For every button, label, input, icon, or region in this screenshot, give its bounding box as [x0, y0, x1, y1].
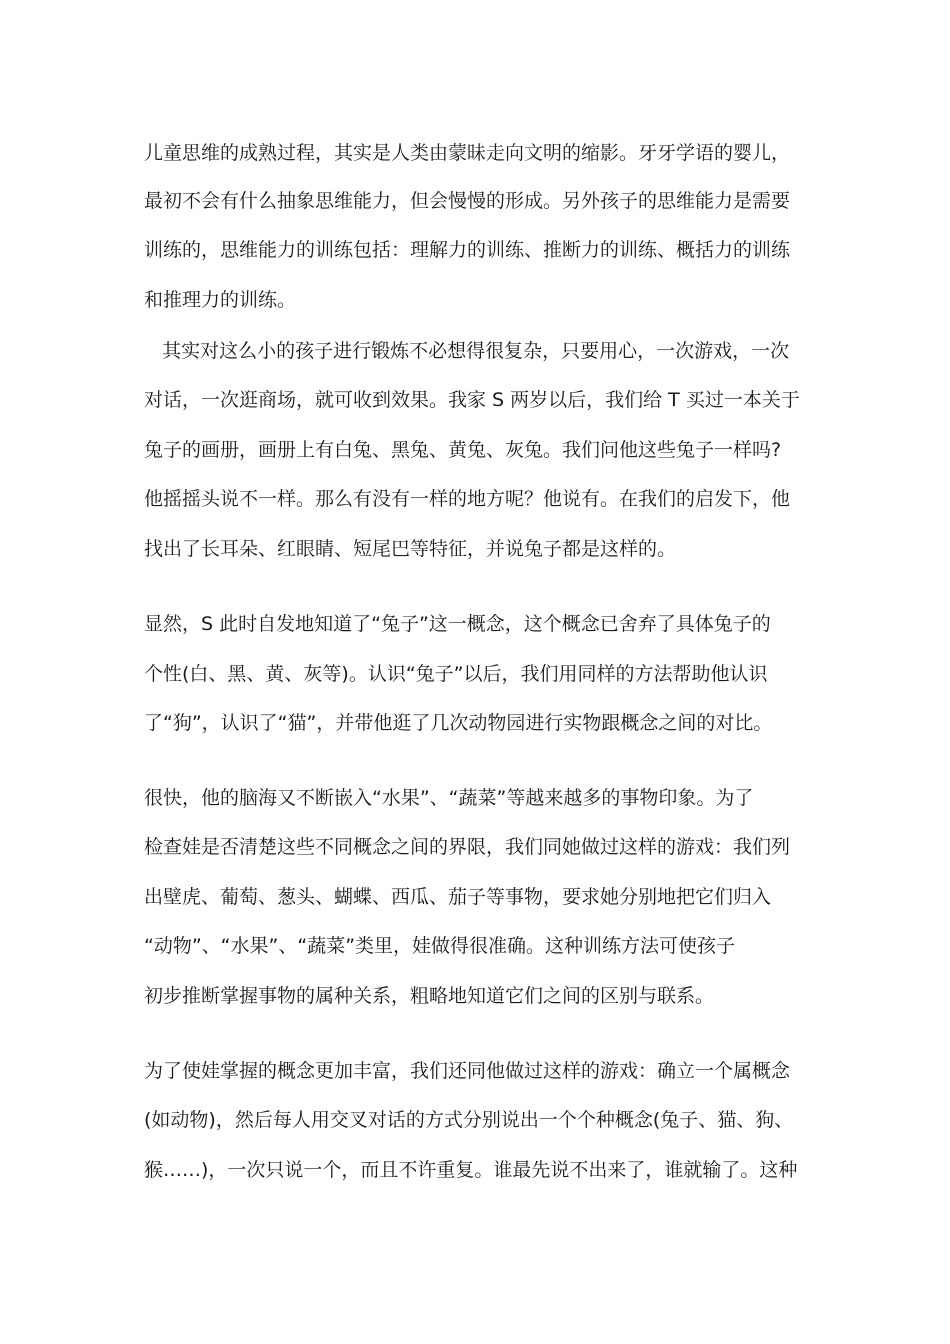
paragraph-3-line-3: 了“狗”，认识了“猫”，并带他逛了几次动物园进行实物跟概念之间的对比。 [144, 712, 773, 734]
paragraph-2-line-1: 其实对这么小的孩子进行锻炼不必想得很复杂，只要用心，一次游戏，一次 [144, 340, 790, 362]
paragraph-2-line-2: 对话，一次逛商场，就可收到效果。我家 S 两岁以后，我们给 T 买过一本关于 [144, 389, 800, 411]
paragraph-4-line-5: 初步推断掌握事物的属种关系，粗略地知道它们之间的区别与联系。 [144, 985, 715, 1007]
paragraph-3-line-1: 显然，S 此时自发地知道了“兔子”这一概念，这个概念已舍弃了具体兔子的 [144, 613, 771, 635]
paragraph-2-line-3: 兔子的画册，画册上有白兔、黑兔、黄兔、灰兔。我们问他这些兔子一样吗? [144, 439, 782, 461]
paragraph-4-line-3: 出壁虎、葡萄、葱头、蝴蝶、西瓜、茄子等事物，要求她分别地把它们归入 [144, 886, 772, 908]
paragraph-4-line-1: 很快，他的脑海又不断嵌入“水果”、“蔬菜”等越来越多的事物印象。为了 [144, 787, 754, 809]
paragraph-5-line-3: 猴……)，一次只说一个，而且不许重复。谁最先说不出来了，谁就输了。这种 [144, 1159, 798, 1181]
paragraph-4-line-4: “动物”、“水果”、“蔬菜”类里，娃做得很准确。这种训练方法可使孩子 [144, 935, 736, 957]
paragraph-5-line-1: 为了使娃掌握的概念更加丰富，我们还同他做过这样的游戏：确立一个属概念 [144, 1060, 791, 1082]
paragraph-2-line-4: 他摇摇头说不一样。那么有没有一样的地方呢？他说有。在我们的启发下，他 [144, 488, 791, 510]
paragraph-3-line-2: 个性(白、黑、黄、灰等)。认识“兔子”以后，我们用同样的方法帮助他认识 [144, 663, 768, 685]
paragraph-5-line-2: (如动物)，然后每人用交叉对话的方式分别说出一个个种概念(兔子、猫、狗、 [144, 1109, 794, 1131]
paragraph-4-line-2: 检查娃是否清楚这些不同概念之间的界限，我们同她做过这样的游戏：我们列 [144, 836, 791, 858]
paragraph-2-line-5: 找出了长耳朵、红眼睛、短尾巴等特征，并说兔子都是这样的。 [144, 538, 677, 560]
paragraph-1-line-1: 儿童思维的成熟过程，其实是人类由蒙昧走向文明的缩影。牙牙学语的婴儿， [144, 142, 791, 164]
paragraph-1-line-3: 训练的，思维能力的训练包括：理解力的训练、推断力的训练、概括力的训练 [144, 239, 791, 261]
paragraph-1-line-4: 和推理力的训练。 [144, 289, 297, 311]
paragraph-1-line-2: 最初不会有什么抽象思维能力，但会慢慢的形成。另外孩子的思维能力是需要 [144, 190, 791, 212]
